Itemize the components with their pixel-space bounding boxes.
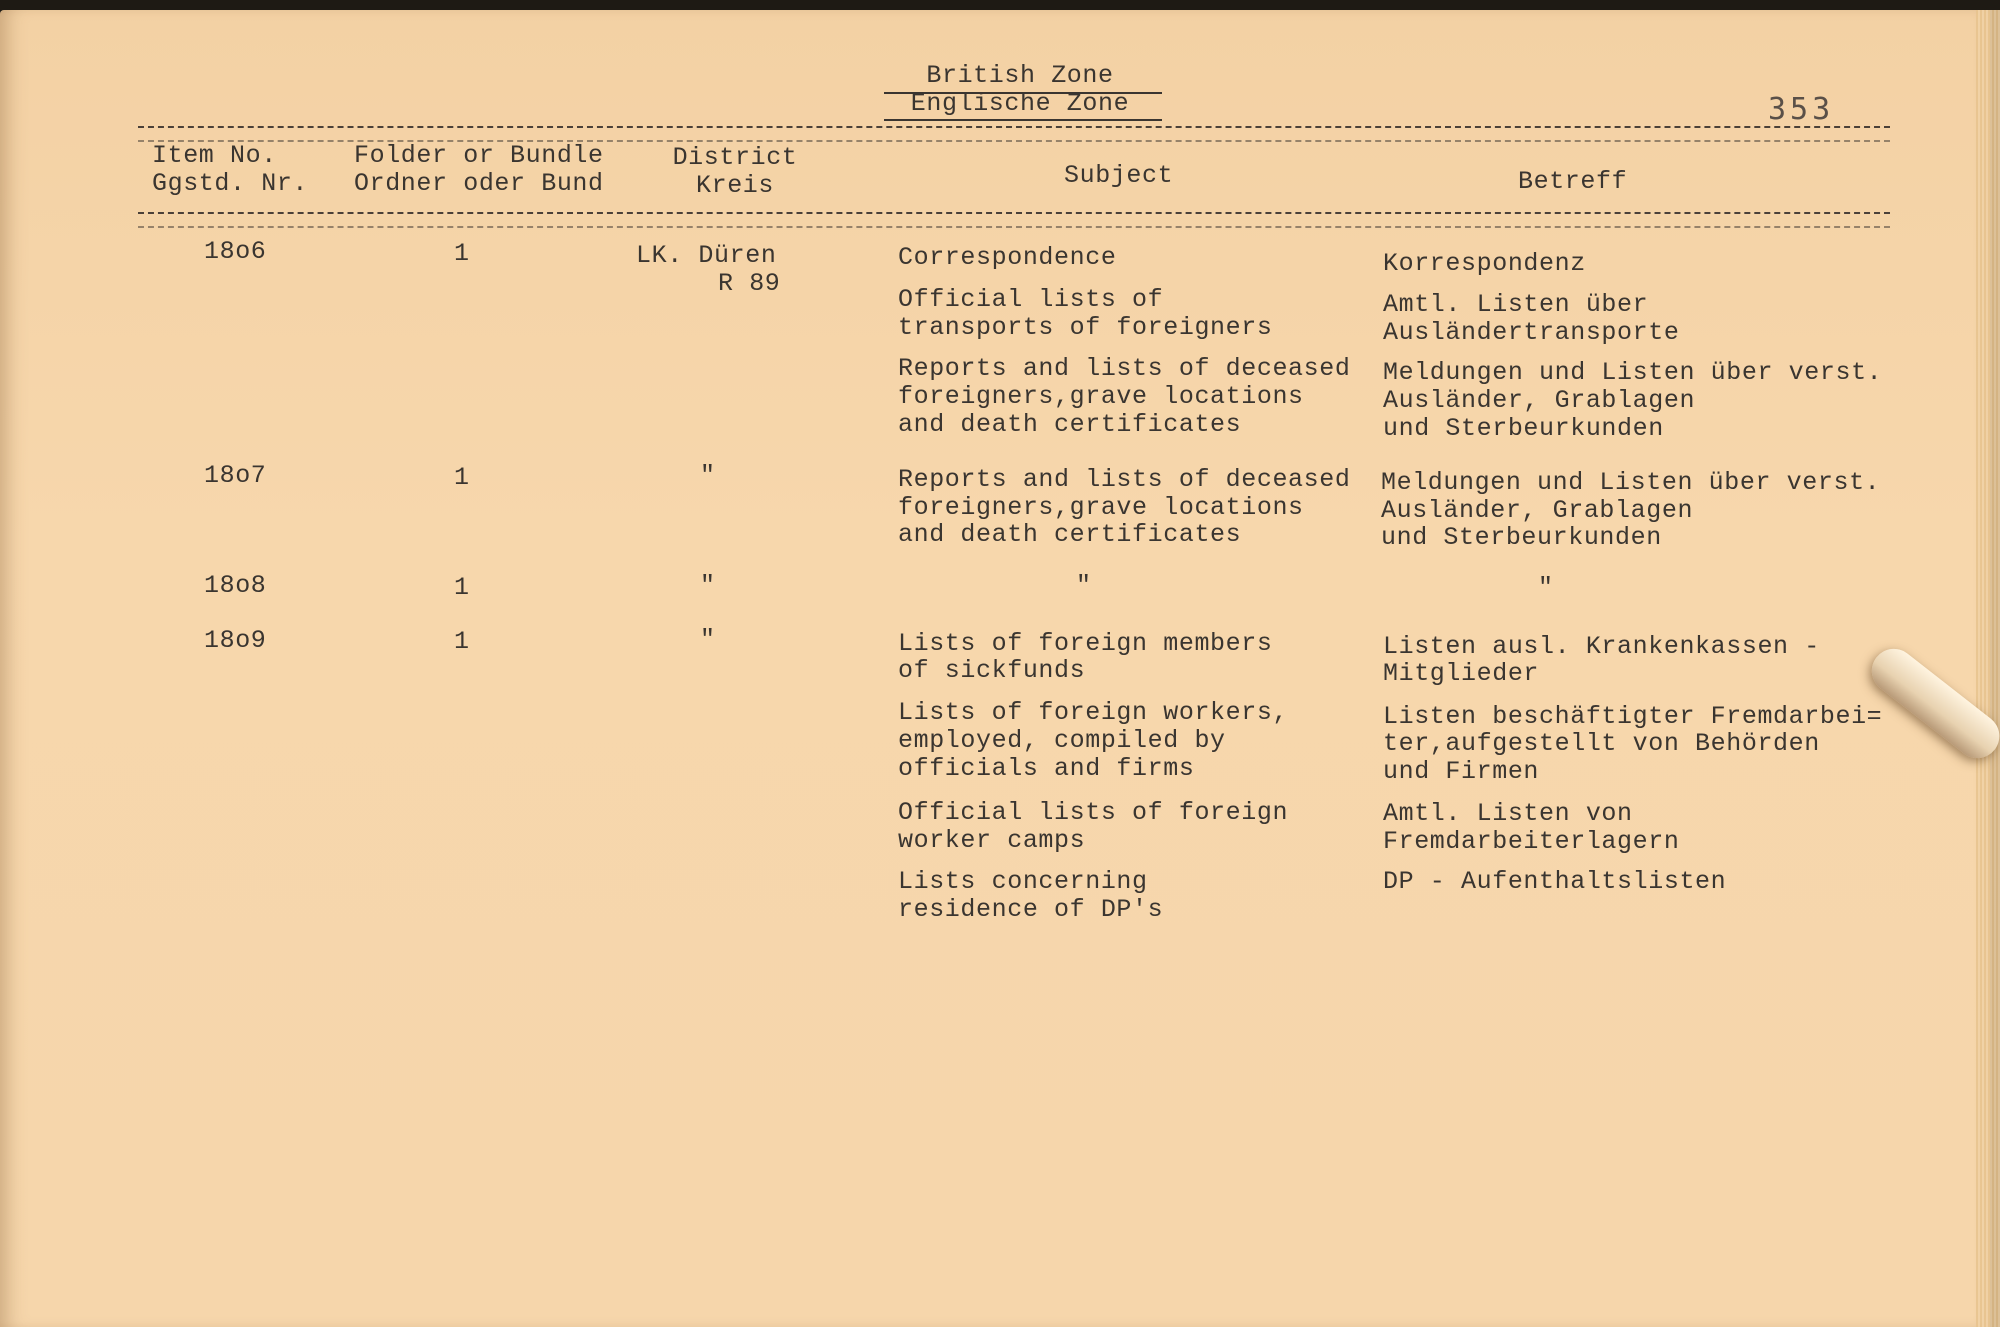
col-folder-de: Ordner oder Bund <box>354 169 604 198</box>
subject-line: employed, compiled by <box>898 726 1226 755</box>
folder-count: 1 <box>454 239 470 268</box>
subject-line: Lists concerning <box>898 867 1148 896</box>
betreff-line: Ausländertransporte <box>1383 318 1680 347</box>
subject-line: foreigners,grave locations <box>898 493 1304 522</box>
col-folder-en: Folder or Bundle <box>354 141 604 170</box>
col-district-de: Kreis <box>695 171 774 200</box>
page-number: 353 <box>1768 92 1835 127</box>
col-subject: Subject <box>1064 161 1174 190</box>
betreff-line: Amtl. Listen von <box>1383 799 1633 828</box>
subject-line: and death certificates <box>898 410 1242 439</box>
subject-line: Official lists of <box>898 285 1164 314</box>
subject-line: worker camps <box>898 826 1086 855</box>
betreff-line: und Firmen <box>1383 757 1540 786</box>
betreff-line: Meldungen und Listen über verst. <box>1383 358 1883 387</box>
subject-line: of sickfunds <box>898 656 1086 685</box>
folder-count: 1 <box>454 627 470 656</box>
subject-ditto: " <box>1076 571 1092 600</box>
betreff-line: Listen ausl. Krankenkassen - <box>1383 632 1820 661</box>
subject-line: Official lists of foreign <box>898 798 1289 827</box>
subject-line: residence of DP's <box>898 895 1164 924</box>
header-rule-bottom-2 <box>138 226 1890 228</box>
item-number: 18o9 <box>204 626 267 655</box>
betreff-line: Listen beschäftigter Fremdarbei= <box>1383 702 1883 731</box>
subject-line: Reports and lists of deceased <box>898 465 1351 494</box>
col-item-de: Ggstd. Nr. <box>152 169 309 198</box>
betreff-line: Meldungen und Listen über verst. <box>1381 468 1881 497</box>
subject-line: foreigners,grave locations <box>898 382 1304 411</box>
page-edge <box>1976 10 2000 1327</box>
betreff-line: DP - Aufenthaltslisten <box>1383 867 1727 896</box>
betreff-line: Fremdarbeiterlagern <box>1383 827 1680 856</box>
folder-count: 1 <box>454 573 470 602</box>
betreff-ditto: " <box>1538 573 1554 602</box>
subject-line: officials and firms <box>898 754 1195 783</box>
item-number: 18o6 <box>204 237 267 266</box>
betreff-line: Ausländer, Grablagen <box>1383 386 1696 415</box>
district-ditto: " <box>700 461 716 490</box>
subject-line: Lists of foreign members <box>898 629 1273 658</box>
item-number: 18o8 <box>204 571 267 600</box>
subject-line: and death certificates <box>898 520 1242 549</box>
betreff-line: und Sterbeurkunden <box>1383 414 1664 443</box>
betreff-line: Amtl. Listen über <box>1383 290 1649 319</box>
zone-title-en: British Zone <box>926 61 1114 90</box>
folder-count: 1 <box>454 463 470 492</box>
header-rule-bottom <box>138 212 1890 214</box>
district: LK. Düren <box>636 241 777 270</box>
betreff-line: und Sterbeurkunden <box>1381 523 1662 552</box>
col-betreff: Betreff <box>1518 167 1628 196</box>
betreff-line: Mitglieder <box>1383 659 1540 688</box>
col-item-en: Item No. <box>152 141 277 170</box>
subject-line: Correspondence <box>898 243 1117 272</box>
betreff-line: Korrespondenz <box>1383 249 1586 278</box>
district-ditto: " <box>700 625 716 654</box>
district-ditto: " <box>700 571 716 600</box>
item-number: 18o7 <box>204 461 267 490</box>
subject-line: transports of foreigners <box>898 313 1273 342</box>
subject-line: Reports and lists of deceased <box>898 354 1351 383</box>
zone-underline-2 <box>884 119 1162 121</box>
betreff-line: Ausländer, Grablagen <box>1381 496 1694 525</box>
col-district-en: District <box>672 143 798 172</box>
zone-title-de: Englische Zone <box>910 89 1130 118</box>
header-rule-top <box>138 126 1890 128</box>
betreff-line: ter,aufgestellt von Behörden <box>1383 729 1820 758</box>
district-code: R 89 <box>718 269 781 298</box>
subject-line: Lists of foreign workers, <box>898 698 1289 727</box>
